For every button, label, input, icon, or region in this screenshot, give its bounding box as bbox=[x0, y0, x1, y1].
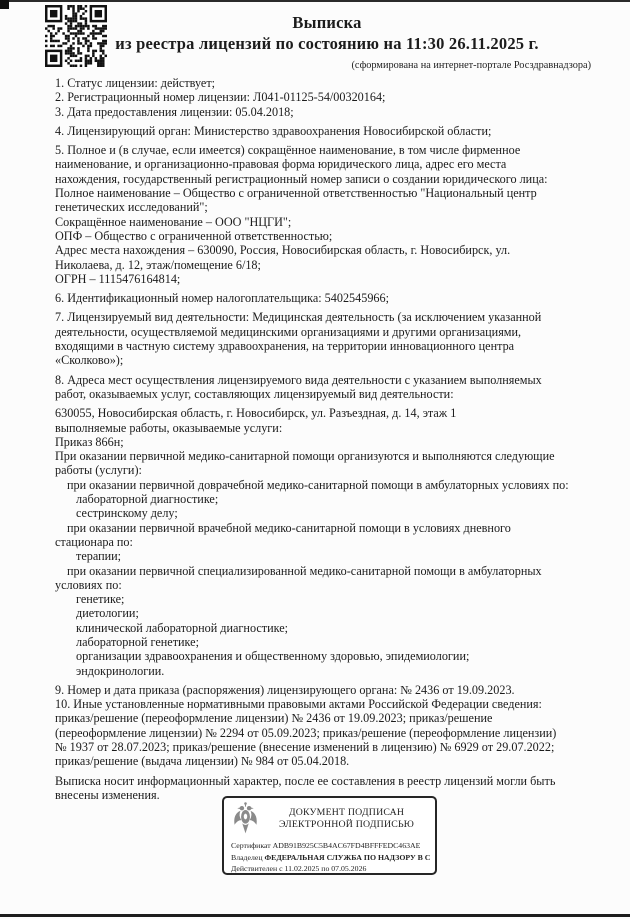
body-line: внесены изменения. bbox=[55, 787, 160, 802]
body-line: наименование, и организационно-правовая форма юридического лица, адрес его места bbox=[55, 157, 507, 172]
document-subtitle: из реестра лицензий по состоянию на 11:30 26.11.2025 г. bbox=[115, 34, 539, 53]
body-line: приказ/решение (переоформление лицензии) № 2436 от 19.09.2023; приказ/решение bbox=[55, 711, 493, 726]
body-line: работ, оказываемых услуг, составляющих лицензируемый вид деятельности: bbox=[55, 386, 454, 401]
body-line: лабораторной генетике; bbox=[76, 634, 199, 649]
stamp-header bbox=[224, 798, 435, 837]
stamp-validity-line: Действителен с 11.02.2025 по 07.05.2026 bbox=[231, 864, 367, 873]
body-line: при оказании первичной врачебной медико-санитарной помощи в условиях дневного bbox=[67, 520, 511, 535]
body-line: (переоформление лицензии) № 2294 от 05.09.2023; приказ/решение (переоформление лицензии) bbox=[55, 725, 557, 740]
body-line: приказ/решение (выдача лицензии) № 984 от 05.04.2018. bbox=[55, 754, 350, 769]
body-line: 9. Номер и дата приказа (распоряжения) лицензирующего органа: № 2436 от 19.09.2023. bbox=[55, 682, 515, 697]
scan-corner-artifact bbox=[0, 0, 9, 9]
body-line: При оказании первичной медико-санитарной помощи организуются и выполняются следующие bbox=[55, 449, 555, 464]
body-line: лабораторной диагностике; bbox=[76, 492, 219, 507]
body-line: 10. Иные установленные нормативными правовыми актами Российской Федерации сведения: bbox=[55, 697, 542, 712]
body-line: 1. Статус лицензии: действует; bbox=[55, 76, 216, 90]
body-line: генетике; bbox=[76, 592, 125, 607]
page-top-edge bbox=[0, 0, 630, 2]
page-bottom-edge bbox=[0, 914, 630, 917]
body-line: выполняемые работы, оказываемые услуги: bbox=[55, 420, 283, 435]
body-line: при оказании первичной специализированной медико-санитарной помощи в амбулаторных bbox=[67, 563, 542, 578]
owner-label: Владелец bbox=[231, 852, 263, 862]
body-line: 6. Идентификационный номер налогоплательщика: 5402545966; bbox=[55, 291, 390, 306]
body-line: организации здравоохранения и общественному здоровью, эпидемиологии; bbox=[76, 649, 470, 664]
body-line: генетических исследований"; bbox=[55, 200, 208, 215]
stamp-title bbox=[264, 807, 429, 831]
body-line: ОГРН – 1115476164814; bbox=[55, 271, 181, 286]
body-line: клинической лабораторной диагностике; bbox=[76, 620, 289, 635]
body-line: Приказ 866н; bbox=[55, 434, 124, 449]
body-line: входящими в частную систему здравоохранения, на территории инновационного центра bbox=[55, 339, 515, 354]
certificate-label: Сертификат bbox=[231, 841, 271, 850]
body-line: 8. Адреса мест осуществления лицензируемого вида деятельности с указанием выполняемых bbox=[55, 372, 542, 387]
qr-code bbox=[45, 5, 107, 67]
body-line: ОПФ – Общество с ограниченной ответственностью; bbox=[55, 228, 333, 243]
body-line: 2. Регистрационный номер лицензии: Л041-01125-54/00320164; bbox=[55, 90, 386, 105]
document-body bbox=[0, 72, 630, 802]
body-line: нахождения, государственный регистрационный номер записи о создании юридического лица: bbox=[55, 171, 548, 186]
body-line: «Сколково»); bbox=[55, 353, 124, 368]
roszdravnadzor-eagle-icon bbox=[231, 801, 260, 837]
body-line: сестринскому делу; bbox=[76, 506, 178, 521]
stamp-title-line2: ЭЛЕКТРОННОЙ ПОДПИСЬЮ bbox=[278, 819, 415, 830]
body-line: 5. Полное и (в случае, если имеется) сокращённое наименование, в том числе фирменное bbox=[55, 143, 521, 158]
body-line: деятельности, осуществляемой медицинскими организациями и другими организациями, bbox=[55, 324, 522, 339]
body-line: Сокращённое наименование – ООО "НЦГИ"; bbox=[55, 214, 292, 229]
body-line: эндокринологии. bbox=[76, 663, 165, 678]
body-line: Адрес места нахождения – 630090, Россия, Новосибирская область, г. Новосибирск, ул. bbox=[55, 243, 511, 258]
body-line: работы (услуги): bbox=[55, 463, 142, 478]
stamp-details bbox=[224, 837, 435, 875]
document-title: Выписка bbox=[292, 13, 362, 32]
body-line: 4. Лицензирующий орган: Министерство здравоохранения Новосибирской области; bbox=[55, 123, 492, 138]
body-line: условиях по: bbox=[55, 577, 122, 592]
body-line: терапии; bbox=[76, 549, 122, 564]
body-line: Полное наименование – Общество с ограниченной ответственностью "Национальный центр bbox=[55, 186, 537, 201]
certificate-value: ADB91B925C5B4AC67FD4BFFFEDC463AE bbox=[272, 841, 421, 850]
stamp-owner-line bbox=[231, 852, 430, 864]
body-line: Выписка носит информационный характер, после ее составления в реестр лицензий могли быть bbox=[55, 773, 556, 788]
owner-value: ФЕДЕРАЛЬНАЯ СЛУЖБА ПО НАДЗОРУ В С bbox=[264, 852, 431, 862]
body-line: Николаева, д. 12, этаж/помещение 6/18; bbox=[55, 257, 261, 272]
body-line: 630055, Новосибирская область, г. Новосибирск, ул. Разъездная, д. 14, этаж 1 bbox=[55, 406, 457, 421]
stamp-title-line1: ДОКУМЕНТ ПОДПИСАН bbox=[288, 807, 405, 818]
body-line: 3. Дата предоставления лицензии: 05.04.2018; bbox=[55, 104, 294, 119]
stamp-certificate-line bbox=[231, 840, 430, 852]
body-line: № 1937 от 28.07.2023; приказ/решение (внесение изменений в лицензию) № 6929 от 29.07.2022; bbox=[55, 740, 555, 755]
signature-stamp bbox=[222, 796, 437, 875]
body-line: стационара по: bbox=[55, 534, 133, 549]
body-line: 7. Лицензируемый вид деятельности: Медицинская деятельность (за исключением указанной bbox=[55, 310, 542, 325]
body-line: при оказании первичной доврачебной медико-санитарной помощи в амбулаторных условиях по: bbox=[67, 477, 569, 492]
formed-note: (сформирована на интернет-портале Росздравнадзора) bbox=[351, 60, 591, 71]
body-line: диетологии; bbox=[76, 606, 139, 621]
